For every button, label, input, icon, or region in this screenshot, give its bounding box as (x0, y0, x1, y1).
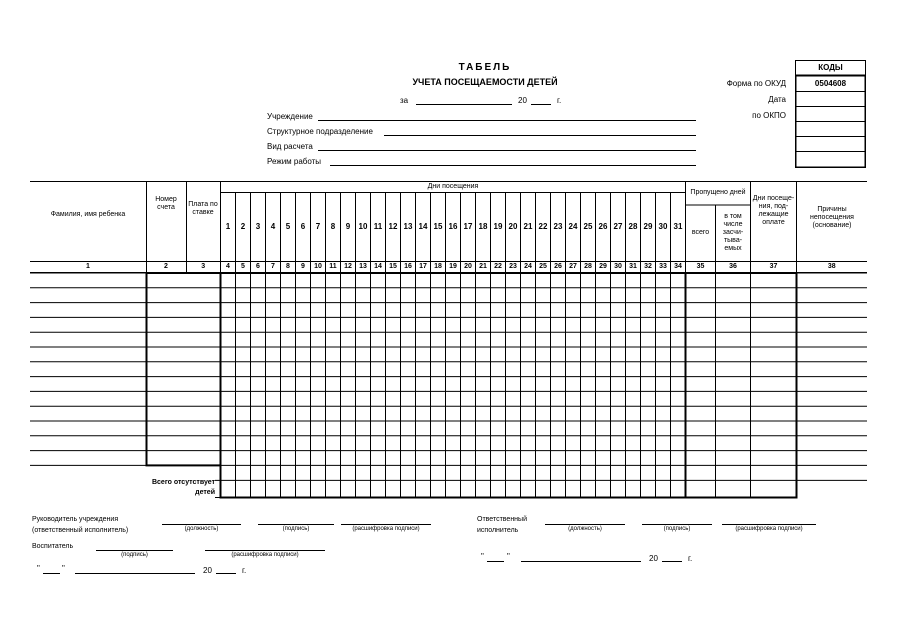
resp-month-field[interactable] (521, 561, 641, 562)
resp-decoding-field[interactable] (722, 524, 816, 525)
column-number-18: 18 (434, 263, 442, 270)
column-number-16: 16 (404, 263, 412, 270)
day-number-9: 9 (345, 222, 351, 231)
resp-quote-close: " (507, 552, 510, 561)
column-number-11: 11 (329, 263, 337, 270)
institution-field[interactable] (318, 120, 696, 121)
codes-header: КОДЫ (818, 63, 843, 72)
day-number-19: 19 (493, 222, 503, 231)
period-year-prefix: 20 (518, 96, 527, 105)
day-number-10: 10 (358, 222, 368, 231)
day-number-20: 20 (508, 222, 518, 231)
head-signature-hint: (подпись) (282, 526, 310, 532)
day-number-27: 27 (613, 222, 623, 231)
period-year-suffix: г. (557, 96, 562, 105)
educator-label: Воспитатель (32, 543, 74, 550)
okud-label: Форма по ОКУД (726, 79, 786, 88)
calc-type-field[interactable] (318, 150, 696, 151)
column-number-21: 21 (479, 263, 487, 270)
column-number-17: 17 (419, 263, 427, 270)
column-number-13: 13 (359, 263, 367, 270)
column-number-28: 28 (584, 263, 592, 270)
column-number-30: 30 (614, 263, 622, 270)
day-number-11: 11 (373, 222, 383, 231)
day-number-25: 25 (583, 222, 593, 231)
column-number-37: 37 (769, 263, 778, 270)
column-number-7: 7 (271, 263, 275, 270)
educator-signature-field[interactable] (96, 550, 173, 551)
day-number-22: 22 (538, 222, 548, 231)
sign-year-suffix: г. (242, 566, 247, 575)
date-quote-open: " (37, 564, 40, 573)
day-number-29: 29 (643, 222, 653, 231)
head-decoding-field[interactable] (341, 524, 431, 525)
day-number-1: 1 (225, 222, 231, 231)
head-signature-label (32, 514, 128, 536)
codes-box (795, 60, 866, 168)
day-number-12: 12 (388, 222, 398, 231)
day-number-7: 7 (315, 222, 321, 231)
department-label: Структурное подразделение (267, 127, 373, 136)
period-year-field[interactable] (531, 104, 551, 105)
head-label-line-1: Руководитель учреждения (32, 516, 119, 523)
calc-type-label: Вид расчета (267, 142, 313, 151)
day-number-13: 13 (403, 222, 413, 231)
col-days-header: Дни посещения (427, 183, 479, 190)
head-label-line-2: (ответственный исполнитель) (32, 527, 129, 534)
column-number-38: 38 (827, 263, 836, 270)
day-number-18: 18 (478, 222, 488, 231)
educator-signature-hint: (подпись) (121, 552, 148, 558)
responsible-label (477, 514, 527, 536)
day-number-24: 24 (568, 222, 578, 231)
resp-year-prefix: 20 (649, 554, 658, 563)
resp-signature-field[interactable] (642, 524, 712, 525)
sign-month-field[interactable] (75, 573, 195, 574)
column-number-29: 29 (599, 263, 607, 270)
form-subtitle: УЧЕТА ПОСЕЩАЕМОСТИ ДЕТЕЙ (412, 77, 558, 87)
period-prefix: за (400, 96, 409, 105)
department-field[interactable] (384, 135, 696, 136)
column-number-19: 19 (449, 263, 457, 270)
day-number-23: 23 (553, 222, 563, 231)
day-number-21: 21 (523, 222, 533, 231)
resp-decoding-hint: (расшифровка подписи) (735, 526, 803, 532)
day-number-6: 6 (300, 222, 306, 231)
column-number-15: 15 (389, 263, 397, 270)
okpo-label: по ОКПО (752, 111, 786, 120)
day-number-8: 8 (330, 222, 336, 231)
column-number-3: 3 (201, 263, 206, 270)
column-number-2: 2 (164, 263, 168, 270)
day-number-14: 14 (418, 222, 428, 231)
column-number-14: 14 (374, 263, 382, 270)
column-number-10: 10 (314, 263, 322, 270)
resp-quote-open: " (481, 552, 484, 561)
head-position-field[interactable] (162, 524, 241, 525)
day-number-31: 31 (673, 222, 683, 231)
column-number-4: 4 (226, 263, 230, 270)
day-number-16: 16 (448, 222, 458, 231)
column-number-34: 34 (674, 263, 682, 270)
column-number-1: 1 (86, 263, 90, 270)
column-number-33: 33 (659, 263, 667, 270)
responsible-label-line-2: исполнитель (477, 527, 519, 534)
absent-total-line-1: Всего отсутствует (151, 479, 215, 486)
column-number-25: 25 (539, 263, 547, 270)
column-number-23: 23 (509, 263, 517, 270)
day-number-5: 5 (285, 222, 291, 231)
resp-position-hint: (должность) (568, 526, 602, 532)
account-rate-frame (147, 273, 221, 465)
col-name-header: Фамилия, имя ребенка (50, 211, 126, 218)
absent-total-line-2: детей (195, 489, 215, 496)
column-number-20: 20 (464, 263, 472, 270)
work-mode-label: Режим работы (267, 157, 322, 166)
col-reasons-header: Причины непосещения (основание) (810, 206, 854, 229)
educator-decoding-hint: (расшифровка подписи) (231, 552, 299, 558)
sign-year-prefix: 20 (203, 566, 212, 575)
resp-signature-hint: (подпись) (663, 526, 691, 532)
column-number-24: 24 (524, 263, 532, 270)
responsible-label-line-1: Ответственный (477, 516, 527, 523)
head-decoding-hint: (расшифровка подписи) (352, 526, 420, 532)
col-account-header: Номер счета (155, 196, 177, 211)
sign-day-field[interactable] (43, 573, 60, 574)
day-number-15: 15 (433, 222, 443, 231)
work-mode-field[interactable] (330, 165, 696, 166)
educator-decoding-field[interactable] (205, 550, 325, 551)
col-missed-total-header: всего (691, 229, 710, 236)
day-number-17: 17 (463, 222, 473, 231)
day-number-3: 3 (255, 222, 261, 231)
column-number-36: 36 (729, 263, 737, 270)
date-quote-close: " (62, 564, 65, 573)
column-number-12: 12 (344, 263, 352, 270)
resp-year-suffix: г. (688, 554, 693, 563)
date-label: Дата (768, 95, 786, 104)
sign-year-field[interactable] (216, 573, 236, 574)
resp-position-field[interactable] (545, 524, 625, 525)
column-number-22: 22 (494, 263, 502, 270)
day-number-2: 2 (240, 222, 246, 231)
column-number-5: 5 (241, 263, 245, 270)
form-title: ТАБЕЛЬ (458, 62, 512, 73)
period-month-field[interactable] (416, 104, 512, 105)
head-position-hint: (должность) (184, 526, 219, 532)
column-number-27: 27 (569, 263, 577, 270)
resp-year-field[interactable] (662, 561, 682, 562)
col-missed-header: Пропущено дней (690, 189, 746, 196)
column-number-31: 31 (629, 263, 637, 270)
column-number-26: 26 (554, 263, 562, 270)
day-number-28: 28 (628, 222, 638, 231)
day-number-30: 30 (658, 222, 668, 231)
days-frame (221, 273, 686, 498)
column-number-8: 8 (286, 263, 290, 270)
col-payable-header: Дни посеще- ния, под- лежащие оплате (752, 195, 795, 226)
column-number-6: 6 (256, 263, 260, 270)
day-number-4: 4 (270, 222, 276, 231)
column-number-9: 9 (301, 263, 305, 270)
okud-code: 0504608 (814, 79, 847, 88)
absent-total-label (140, 478, 215, 498)
col-rate-header: Плата по ставке (188, 201, 218, 216)
totals-frame (686, 273, 797, 498)
column-number-32: 32 (644, 263, 652, 270)
column-number-35: 35 (696, 263, 705, 270)
head-signature-field[interactable] (258, 524, 334, 525)
institution-label: Учреждение (267, 112, 313, 121)
resp-day-field[interactable] (487, 561, 504, 562)
day-number-26: 26 (598, 222, 608, 231)
col-missed-counted-header: в том числе засчи- тыва- емых (722, 213, 744, 252)
